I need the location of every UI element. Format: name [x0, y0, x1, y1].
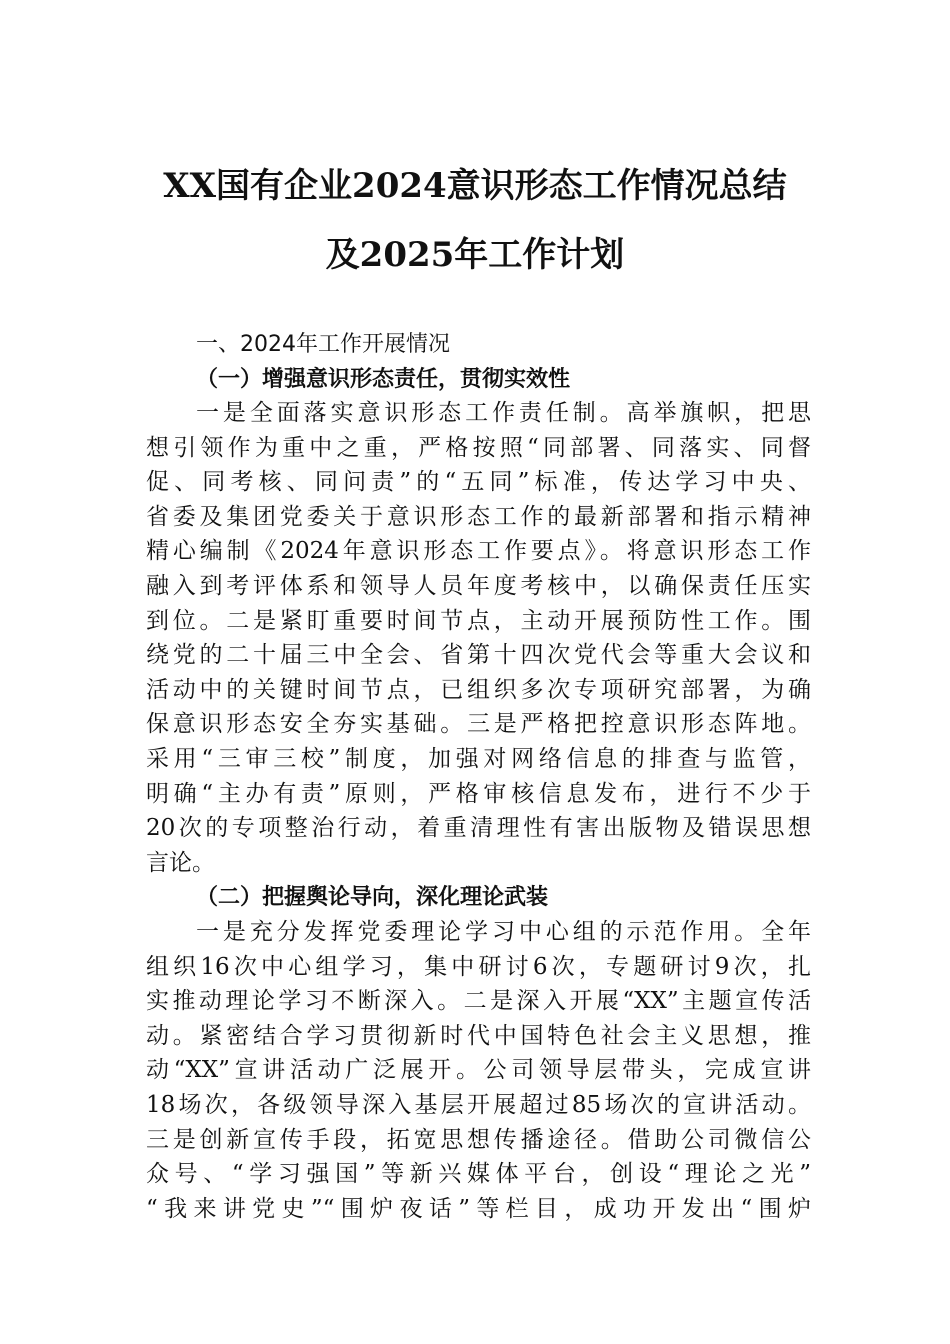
paragraph-line: 动“XX”宣讲活动广泛展开。公司领导层带头，完成宣讲 — [146, 1057, 811, 1084]
paragraph-line: 采用“三审三校”制度，加强对网络信息的排查与监管， — [146, 745, 811, 772]
section-heading: 一、2024年工作开展情况 — [196, 332, 450, 357]
paragraph-line: 言论。 — [146, 849, 215, 876]
paragraph-line: 组织16次中心组学习，集中研讨6次，专题研讨9次，扎 — [146, 953, 811, 980]
paragraph-line: 促、同考核、同问责”的“五同”标准，传达学习中央、 — [146, 469, 811, 496]
paragraph-line: 实推动理论学习不断深入。二是深入开展“XX”主题宣传活 — [146, 988, 811, 1015]
paragraph-line: 动。紧密结合学习贯彻新时代中国特色社会主义思想，推 — [146, 1022, 811, 1049]
paragraph-line: 一是全面落实意识形态工作责任制。高举旗帜，把思 — [196, 400, 811, 426]
paragraph-line: 明确“主办有责”原则，严格审核信息发布，进行不少于 — [146, 780, 811, 807]
subsection-1-body — [146, 396, 811, 880]
subsection-2-body — [146, 915, 811, 1226]
paragraph-line: 省委及集团党委关于意识形态工作的最新部署和指示精神 — [146, 503, 811, 530]
paragraph-line: “我来讲党史”“围炉夜话”等栏目，成功开发出“围炉 — [146, 1195, 811, 1222]
paragraph-line: 融入到考评体系和领导人员年度考核中，以确保责任压实 — [146, 572, 811, 599]
paragraph-line: 一是充分发挥党委理论学习中心组的示范作用。全年 — [196, 919, 811, 945]
paragraph-line: 保意识形态安全夯实基础。三是严格把控意识形态阵地。 — [146, 711, 811, 738]
paragraph-line: 众号、“学习强国”等新兴媒体平台，创设“理论之光” — [146, 1161, 811, 1188]
paragraph-line: 三是创新宣传手段，拓宽思想传播途径。借助公司微信公 — [146, 1126, 811, 1153]
paragraph-line: 想引领作为重中之重，严格按照“同部署、同落实、同督 — [146, 434, 811, 461]
paragraph-line: 绕党的二十届三中全会、省第十四次党代会等重大会议和 — [146, 642, 811, 669]
document-title-line-2: 及2025年工作计划 — [325, 235, 625, 275]
document-title-line-1: XX国有企业2024意识形态工作情况总结 — [163, 166, 787, 206]
paragraph-line: 活动中的关键时间节点，已组织多次专项研究部署，为确 — [146, 676, 811, 703]
paragraph-line: 精心编制《2024年意识形态工作要点》。将意识形态工作 — [146, 538, 811, 565]
paragraph-line: 到位。二是紧盯重要时间节点，主动开展预防性工作。围 — [146, 607, 811, 634]
subsection-heading-1: （一）增强意识形态责任，贯彻实效性 — [196, 366, 571, 392]
paragraph-line: 20次的专项整治行动，着重清理性有害出版物及错误思想 — [146, 815, 811, 842]
subsection-heading-2: （二）把握舆论导向，深化理论武装 — [196, 884, 549, 910]
paragraph-line: 18场次，各级领导深入基层开展超过85场次的宣讲活动。 — [146, 1091, 811, 1118]
